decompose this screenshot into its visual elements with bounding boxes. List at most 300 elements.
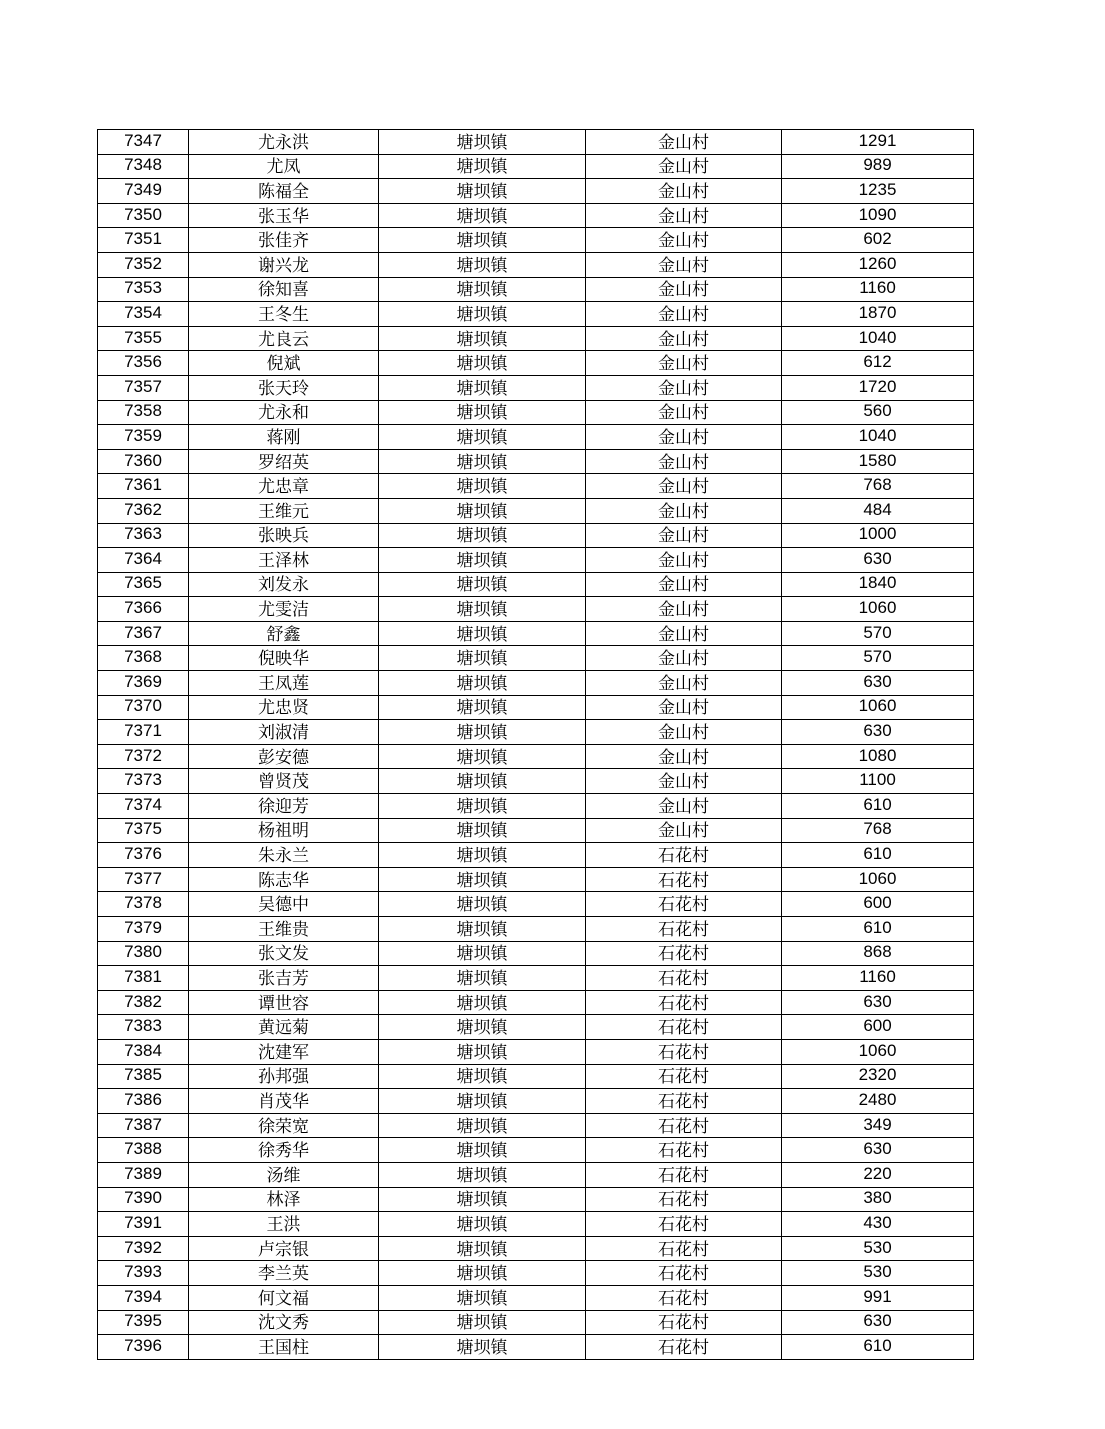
name-cell: 罗绍英 [189, 449, 379, 474]
name-cell: 刘发永 [189, 572, 379, 597]
amount-cell: 380 [782, 1187, 974, 1212]
serial-number-cell: 7391 [98, 1212, 189, 1237]
town-cell: 塘坝镇 [379, 990, 586, 1015]
name-cell: 曾贤茂 [189, 769, 379, 794]
table-row [98, 1187, 974, 1212]
village-cell: 金山村 [586, 179, 782, 204]
serial-number-cell: 7383 [98, 1015, 189, 1040]
name-cell: 徐秀华 [189, 1138, 379, 1163]
name-cell: 倪映华 [189, 646, 379, 671]
town-cell: 塘坝镇 [379, 277, 586, 302]
village-cell: 石花村 [586, 1015, 782, 1040]
town-cell: 塘坝镇 [379, 449, 586, 474]
name-cell: 张吉芳 [189, 966, 379, 991]
name-cell: 王维元 [189, 498, 379, 523]
serial-number-cell: 7352 [98, 252, 189, 277]
town-cell: 塘坝镇 [379, 1236, 586, 1261]
village-cell: 石花村 [586, 1089, 782, 1114]
village-cell: 金山村 [586, 154, 782, 179]
serial-number-cell: 7378 [98, 892, 189, 917]
table-row [98, 1261, 974, 1286]
name-cell: 张文发 [189, 941, 379, 966]
amount-cell: 2480 [782, 1089, 974, 1114]
village-cell: 金山村 [586, 351, 782, 376]
town-cell: 塘坝镇 [379, 867, 586, 892]
name-cell: 徐荣宽 [189, 1113, 379, 1138]
serial-number-cell: 7381 [98, 966, 189, 991]
name-cell: 舒鑫 [189, 621, 379, 646]
town-cell: 塘坝镇 [379, 1187, 586, 1212]
table-row [98, 818, 974, 843]
serial-number-cell: 7382 [98, 990, 189, 1015]
table-row [98, 1310, 974, 1335]
town-cell: 塘坝镇 [379, 1162, 586, 1187]
amount-cell: 1870 [782, 302, 974, 327]
serial-number-cell: 7377 [98, 867, 189, 892]
name-cell: 王凤莲 [189, 671, 379, 696]
village-cell: 石花村 [586, 990, 782, 1015]
name-cell: 林泽 [189, 1187, 379, 1212]
village-cell: 金山村 [586, 375, 782, 400]
town-cell: 塘坝镇 [379, 744, 586, 769]
village-cell: 石花村 [586, 892, 782, 917]
table-row [98, 277, 974, 302]
name-cell: 尤忠章 [189, 474, 379, 499]
village-cell: 石花村 [586, 1236, 782, 1261]
serial-number-cell: 7395 [98, 1310, 189, 1335]
name-cell: 蒋刚 [189, 425, 379, 450]
amount-cell: 768 [782, 474, 974, 499]
town-cell: 塘坝镇 [379, 474, 586, 499]
table-row [98, 326, 974, 351]
town-cell: 塘坝镇 [379, 1113, 586, 1138]
name-cell: 徐迎芳 [189, 794, 379, 819]
serial-number-cell: 7373 [98, 769, 189, 794]
amount-cell: 530 [782, 1236, 974, 1261]
serial-number-cell: 7360 [98, 449, 189, 474]
town-cell: 塘坝镇 [379, 498, 586, 523]
village-cell: 金山村 [586, 130, 782, 155]
town-cell: 塘坝镇 [379, 302, 586, 327]
name-cell: 张佳齐 [189, 228, 379, 253]
serial-number-cell: 7366 [98, 597, 189, 622]
amount-cell: 1291 [782, 130, 974, 155]
serial-number-cell: 7379 [98, 917, 189, 942]
village-cell: 石花村 [586, 1039, 782, 1064]
name-cell: 杨祖明 [189, 818, 379, 843]
town-cell: 塘坝镇 [379, 917, 586, 942]
table-row [98, 572, 974, 597]
town-cell: 塘坝镇 [379, 1015, 586, 1040]
serial-number-cell: 7369 [98, 671, 189, 696]
amount-cell: 1060 [782, 597, 974, 622]
table-row [98, 252, 974, 277]
amount-cell: 530 [782, 1261, 974, 1286]
village-cell: 石花村 [586, 1261, 782, 1286]
amount-cell: 1720 [782, 375, 974, 400]
town-cell: 塘坝镇 [379, 130, 586, 155]
town-cell: 塘坝镇 [379, 154, 586, 179]
village-cell: 金山村 [586, 449, 782, 474]
serial-number-cell: 7348 [98, 154, 189, 179]
serial-number-cell: 7367 [98, 621, 189, 646]
serial-number-cell: 7390 [98, 1187, 189, 1212]
table-row [98, 523, 974, 548]
table-row [98, 1113, 974, 1138]
town-cell: 塘坝镇 [379, 1261, 586, 1286]
name-cell: 倪斌 [189, 351, 379, 376]
town-cell: 塘坝镇 [379, 203, 586, 228]
amount-cell: 1060 [782, 1039, 974, 1064]
serial-number-cell: 7387 [98, 1113, 189, 1138]
serial-number-cell: 7364 [98, 548, 189, 573]
town-cell: 塘坝镇 [379, 1039, 586, 1064]
amount-cell: 1235 [782, 179, 974, 204]
serial-number-cell: 7359 [98, 425, 189, 450]
name-cell: 张天玲 [189, 375, 379, 400]
serial-number-cell: 7394 [98, 1285, 189, 1310]
town-cell: 塘坝镇 [379, 1064, 586, 1089]
amount-cell: 1090 [782, 203, 974, 228]
table-row [98, 990, 974, 1015]
town-cell: 塘坝镇 [379, 1285, 586, 1310]
town-cell: 塘坝镇 [379, 621, 586, 646]
amount-cell: 989 [782, 154, 974, 179]
amount-cell: 430 [782, 1212, 974, 1237]
name-cell: 徐知喜 [189, 277, 379, 302]
town-cell: 塘坝镇 [379, 1212, 586, 1237]
name-cell: 黄远菊 [189, 1015, 379, 1040]
village-cell: 金山村 [586, 597, 782, 622]
town-cell: 塘坝镇 [379, 818, 586, 843]
name-cell: 彭安德 [189, 744, 379, 769]
table-row [98, 1015, 974, 1040]
town-cell: 塘坝镇 [379, 769, 586, 794]
table-row [98, 966, 974, 991]
name-cell: 刘淑清 [189, 720, 379, 745]
table-row [98, 744, 974, 769]
town-cell: 塘坝镇 [379, 326, 586, 351]
amount-cell: 1160 [782, 966, 974, 991]
amount-cell: 1840 [782, 572, 974, 597]
serial-number-cell: 7350 [98, 203, 189, 228]
name-cell: 汤维 [189, 1162, 379, 1187]
serial-number-cell: 7365 [98, 572, 189, 597]
village-cell: 金山村 [586, 252, 782, 277]
name-cell: 王洪 [189, 1212, 379, 1237]
village-cell: 石花村 [586, 1212, 782, 1237]
name-cell: 朱永兰 [189, 843, 379, 868]
table-row [98, 621, 974, 646]
amount-cell: 1080 [782, 744, 974, 769]
amount-cell: 602 [782, 228, 974, 253]
village-cell: 金山村 [586, 302, 782, 327]
serial-number-cell: 7375 [98, 818, 189, 843]
serial-number-cell: 7368 [98, 646, 189, 671]
village-cell: 石花村 [586, 1285, 782, 1310]
amount-cell: 1060 [782, 867, 974, 892]
data-table [97, 129, 974, 1360]
serial-number-cell: 7362 [98, 498, 189, 523]
name-cell: 肖茂华 [189, 1089, 379, 1114]
table-row [98, 1335, 974, 1360]
village-cell: 石花村 [586, 1064, 782, 1089]
town-cell: 塘坝镇 [379, 179, 586, 204]
amount-cell: 610 [782, 1335, 974, 1360]
town-cell: 塘坝镇 [379, 892, 586, 917]
table-row [98, 498, 974, 523]
table-row [98, 179, 974, 204]
village-cell: 金山村 [586, 695, 782, 720]
town-cell: 塘坝镇 [379, 646, 586, 671]
name-cell: 李兰英 [189, 1261, 379, 1286]
village-cell: 金山村 [586, 203, 782, 228]
village-cell: 石花村 [586, 941, 782, 966]
table-row [98, 794, 974, 819]
amount-cell: 610 [782, 794, 974, 819]
table-row [98, 1212, 974, 1237]
table-row [98, 671, 974, 696]
table-row [98, 1039, 974, 1064]
table-row [98, 203, 974, 228]
serial-number-cell: 7351 [98, 228, 189, 253]
town-cell: 塘坝镇 [379, 375, 586, 400]
village-cell: 金山村 [586, 744, 782, 769]
amount-cell: 600 [782, 892, 974, 917]
amount-cell: 484 [782, 498, 974, 523]
village-cell: 石花村 [586, 867, 782, 892]
town-cell: 塘坝镇 [379, 843, 586, 868]
village-cell: 石花村 [586, 1138, 782, 1163]
village-cell: 石花村 [586, 843, 782, 868]
village-cell: 石花村 [586, 966, 782, 991]
table-row [98, 474, 974, 499]
village-cell: 金山村 [586, 720, 782, 745]
table-row [98, 695, 974, 720]
serial-number-cell: 7357 [98, 375, 189, 400]
name-cell: 卢宗银 [189, 1236, 379, 1261]
village-cell: 金山村 [586, 228, 782, 253]
name-cell: 王国柱 [189, 1335, 379, 1360]
table-row [98, 130, 974, 155]
amount-cell: 1060 [782, 695, 974, 720]
town-cell: 塘坝镇 [379, 572, 586, 597]
table-row [98, 646, 974, 671]
serial-number-cell: 7386 [98, 1089, 189, 1114]
table-row [98, 1162, 974, 1187]
amount-cell: 612 [782, 351, 974, 376]
serial-number-cell: 7392 [98, 1236, 189, 1261]
serial-number-cell: 7396 [98, 1335, 189, 1360]
town-cell: 塘坝镇 [379, 252, 586, 277]
town-cell: 塘坝镇 [379, 941, 586, 966]
amount-cell: 570 [782, 646, 974, 671]
village-cell: 金山村 [586, 769, 782, 794]
town-cell: 塘坝镇 [379, 548, 586, 573]
amount-cell: 610 [782, 843, 974, 868]
amount-cell: 1580 [782, 449, 974, 474]
town-cell: 塘坝镇 [379, 523, 586, 548]
serial-number-cell: 7393 [98, 1261, 189, 1286]
name-cell: 沈文秀 [189, 1310, 379, 1335]
name-cell: 陈志华 [189, 867, 379, 892]
amount-cell: 630 [782, 1138, 974, 1163]
serial-number-cell: 7376 [98, 843, 189, 868]
village-cell: 金山村 [586, 474, 782, 499]
name-cell: 尤良云 [189, 326, 379, 351]
town-cell: 塘坝镇 [379, 425, 586, 450]
table-row [98, 375, 974, 400]
name-cell: 何文福 [189, 1285, 379, 1310]
serial-number-cell: 7349 [98, 179, 189, 204]
village-cell: 金山村 [586, 621, 782, 646]
serial-number-cell: 7354 [98, 302, 189, 327]
town-cell: 塘坝镇 [379, 1138, 586, 1163]
serial-number-cell: 7371 [98, 720, 189, 745]
village-cell: 石花村 [586, 1113, 782, 1138]
amount-cell: 991 [782, 1285, 974, 1310]
amount-cell: 1000 [782, 523, 974, 548]
name-cell: 尤永和 [189, 400, 379, 425]
town-cell: 塘坝镇 [379, 1335, 586, 1360]
table-row [98, 228, 974, 253]
town-cell: 塘坝镇 [379, 597, 586, 622]
name-cell: 王维贵 [189, 917, 379, 942]
town-cell: 塘坝镇 [379, 351, 586, 376]
village-cell: 金山村 [586, 498, 782, 523]
name-cell: 吴德中 [189, 892, 379, 917]
table-row [98, 597, 974, 622]
table-row [98, 425, 974, 450]
table-row [98, 449, 974, 474]
name-cell: 尤永洪 [189, 130, 379, 155]
table-row [98, 154, 974, 179]
table-row [98, 548, 974, 573]
amount-cell: 868 [782, 941, 974, 966]
name-cell: 谢兴龙 [189, 252, 379, 277]
name-cell: 尤忠贤 [189, 695, 379, 720]
serial-number-cell: 7353 [98, 277, 189, 302]
table-body [98, 130, 974, 1360]
table-row [98, 720, 974, 745]
village-cell: 石花村 [586, 1310, 782, 1335]
amount-cell: 1040 [782, 326, 974, 351]
table-row [98, 867, 974, 892]
table-row [98, 1285, 974, 1310]
table-row [98, 400, 974, 425]
village-cell: 石花村 [586, 1187, 782, 1212]
village-cell: 金山村 [586, 818, 782, 843]
town-cell: 塘坝镇 [379, 1089, 586, 1114]
amount-cell: 570 [782, 621, 974, 646]
table-row [98, 351, 974, 376]
table-row [98, 843, 974, 868]
amount-cell: 349 [782, 1113, 974, 1138]
town-cell: 塘坝镇 [379, 400, 586, 425]
name-cell: 张映兵 [189, 523, 379, 548]
amount-cell: 768 [782, 818, 974, 843]
table-row [98, 941, 974, 966]
table-row [98, 302, 974, 327]
amount-cell: 630 [782, 720, 974, 745]
town-cell: 塘坝镇 [379, 966, 586, 991]
village-cell: 石花村 [586, 917, 782, 942]
village-cell: 金山村 [586, 400, 782, 425]
amount-cell: 630 [782, 671, 974, 696]
town-cell: 塘坝镇 [379, 794, 586, 819]
town-cell: 塘坝镇 [379, 671, 586, 696]
serial-number-cell: 7355 [98, 326, 189, 351]
name-cell: 张玉华 [189, 203, 379, 228]
serial-number-cell: 7363 [98, 523, 189, 548]
table-row [98, 1089, 974, 1114]
town-cell: 塘坝镇 [379, 228, 586, 253]
name-cell: 孙邦强 [189, 1064, 379, 1089]
serial-number-cell: 7374 [98, 794, 189, 819]
town-cell: 塘坝镇 [379, 720, 586, 745]
serial-number-cell: 7385 [98, 1064, 189, 1089]
serial-number-cell: 7361 [98, 474, 189, 499]
village-cell: 金山村 [586, 572, 782, 597]
name-cell: 沈建军 [189, 1039, 379, 1064]
village-cell: 金山村 [586, 794, 782, 819]
table-row [98, 769, 974, 794]
village-cell: 金山村 [586, 548, 782, 573]
table-row [98, 1064, 974, 1089]
village-cell: 金山村 [586, 326, 782, 351]
amount-cell: 2320 [782, 1064, 974, 1089]
serial-number-cell: 7370 [98, 695, 189, 720]
amount-cell: 630 [782, 548, 974, 573]
village-cell: 金山村 [586, 523, 782, 548]
amount-cell: 630 [782, 990, 974, 1015]
village-cell: 石花村 [586, 1335, 782, 1360]
amount-cell: 560 [782, 400, 974, 425]
village-cell: 石花村 [586, 1162, 782, 1187]
amount-cell: 1040 [782, 425, 974, 450]
town-cell: 塘坝镇 [379, 1310, 586, 1335]
name-cell: 尤雯洁 [189, 597, 379, 622]
table-row [98, 917, 974, 942]
town-cell: 塘坝镇 [379, 695, 586, 720]
serial-number-cell: 7388 [98, 1138, 189, 1163]
village-cell: 金山村 [586, 671, 782, 696]
table-row [98, 892, 974, 917]
serial-number-cell: 7347 [98, 130, 189, 155]
serial-number-cell: 7372 [98, 744, 189, 769]
serial-number-cell: 7389 [98, 1162, 189, 1187]
amount-cell: 220 [782, 1162, 974, 1187]
amount-cell: 600 [782, 1015, 974, 1040]
serial-number-cell: 7358 [98, 400, 189, 425]
amount-cell: 1100 [782, 769, 974, 794]
table-row [98, 1236, 974, 1261]
amount-cell: 610 [782, 917, 974, 942]
name-cell: 王泽林 [189, 548, 379, 573]
name-cell: 王冬生 [189, 302, 379, 327]
serial-number-cell: 7380 [98, 941, 189, 966]
name-cell: 尤凤 [189, 154, 379, 179]
table-row [98, 1138, 974, 1163]
village-cell: 金山村 [586, 646, 782, 671]
name-cell: 陈福全 [189, 179, 379, 204]
serial-number-cell: 7356 [98, 351, 189, 376]
amount-cell: 1260 [782, 252, 974, 277]
amount-cell: 1160 [782, 277, 974, 302]
amount-cell: 630 [782, 1310, 974, 1335]
name-cell: 谭世容 [189, 990, 379, 1015]
serial-number-cell: 7384 [98, 1039, 189, 1064]
